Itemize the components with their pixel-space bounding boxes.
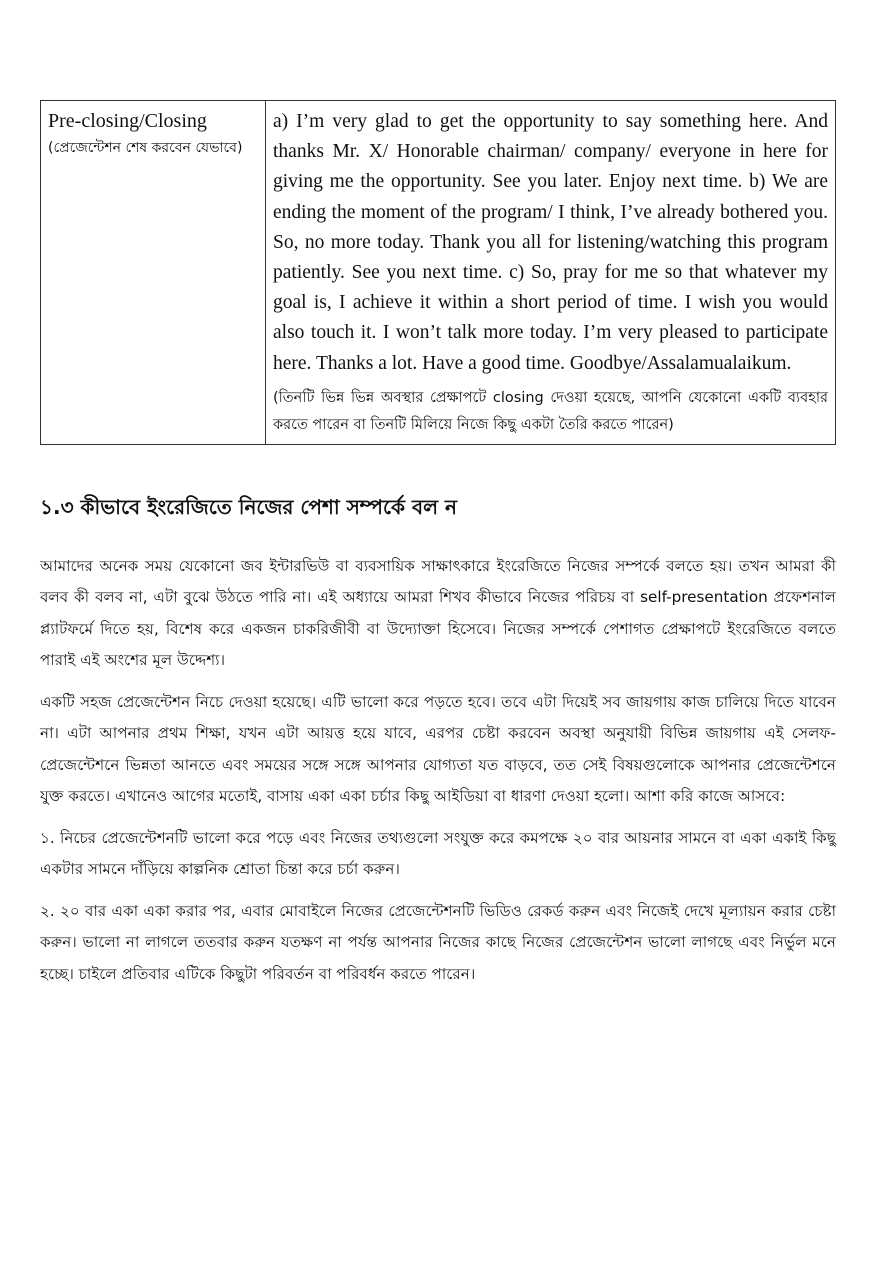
paragraph-step-2: ২. ২০ বার একা একা করার পর, এবার মোবাইলে নিজের প্রেজেন্টেশনটি ভিডিও রেকর্ড করুন এবং নিজেই দেখে মূল্যায়ন করার চেষ্টা করুন। ভালো না লাগলে ততবার করুন যতক্ষণ না পর্যন্ত আপনার নিজের কাছে নিজের প্রেজেন্টেশন ভালো লাগছে এবং নির্ভুল মনে হচ্ছে। চাইলে প্রতিবার এটিকে কিছুটা পরিবর্তন বা পরিবর্ধন করতে পারেন।	[40, 901, 836, 983]
document-page	[40, 100, 836, 1000]
closing-table	[40, 100, 836, 445]
content-cell	[266, 101, 836, 445]
label-bengali: (প্রেজেন্টেশন শেষ করবেন যেভাবে)	[48, 140, 243, 156]
closing-note: (তিনটি ভিন্ন ভিন্ন অবস্থার প্রেক্ষাপটে closing দেওয়া হয়েছে, আপনি যেকোনো একটি ব্যবহার করতে পারেন বা তিনটি মিলিয়ে নিজে কিছু একটা তৈরি করতে পারেন)	[273, 389, 828, 433]
label-cell	[41, 101, 266, 445]
table-row	[41, 101, 836, 445]
paragraph-intro: আমাদের অনেক সময় যেকোনো জব ইন্টারভিউ বা ব্যবসায়িক সাক্ষাৎকারে ইংরেজিতে নিজের সম্পর্কে বলতে হয়। তখন আমরা কী বলব কী বলব না, এটা বুঝে উঠতে পারি না। এই অধ্যায়ে আমরা শিখব কীভাবে নিজের পরিচয় বা self-presentation প্রফেশনাল প্ল্যাটফর্মে দিতে হয়, বিশেষ করে একজন চাকরিজীবী বা উদ্যোক্তা হিসেবে। নিজের সম্পর্কে পেশাগত প্রেক্ষাপটে ইংরেজিতে বলতে পারাই এই অংশের মূল উদ্দেশ্য।	[40, 556, 836, 670]
label-english: Pre-closing/Closing	[48, 110, 207, 132]
paragraph-step-1: ১. নিচের প্রেজেন্টেশনটি ভালো করে পড়ে এবং নিজের তথ্যগুলো সংযুক্ত করে কমপক্ষে ২০ বার আয়নার সামনে বা একা একাই কিছু একটার সামনে দাঁড়িয়ে কাল্পনিক শ্রোতা চিন্তা করে চর্চা করুন।	[40, 828, 836, 879]
paragraph-presentation: একটি সহজ প্রেজেন্টেশন নিচে দেওয়া হয়েছে। এটি ভালো করে পড়তে হবে। তবে এটা দিয়েই সব জায়গায় কাজ চালিয়ে দিতে যাবেন না। এটা আপনার প্রথম শিক্ষা, যখন এটা আয়ত্ত হয়ে যাবে, এরপর চেষ্টা করবেন অবস্থা অনুযায়ী বিভিন্ন জায়গায় এই সেলফ-প্রেজেন্টেশনে ভিন্নতা আনতে এবং সময়ের সঙ্গে সঙ্গে আপনার যোগ্যতা যত বাড়বে, তত সেই বিষয়গুলোকে আপনার প্রেজেন্টেশনে যুক্ত করতে। এখানেও আগের মতোই, বাসায় একা একা চর্চার কিছু আইডিয়া বা ধারণা দেওয়া হলো। আশা করি কাজে আসবে:	[40, 692, 836, 806]
closing-examples-text: a) I’m very glad to get the opportunity to say something here. And thanks Mr. X/ Honorable chairman/ company/ everyone in here for giving me the opportunity. See you later. Enjoy next time. b) We are ending the moment of the program/ I think, I’ve already bothered you. So, no more today. Thank you all for listening/watching this program patiently. See you next time. c) So, pray for me so that whatever my goal is, I achieve it within a short period of time. I wish you would also touch it. I won’t talk more today. I’m very pleased to participate here. Thanks a lot. Have a good time. Goodbye/Assalamualaikum.	[273, 111, 828, 374]
section-heading: ১.৩ কীভাবে ইংরেজিতে নিজের পেশা সম্পর্কে বল ন	[40, 494, 457, 519]
